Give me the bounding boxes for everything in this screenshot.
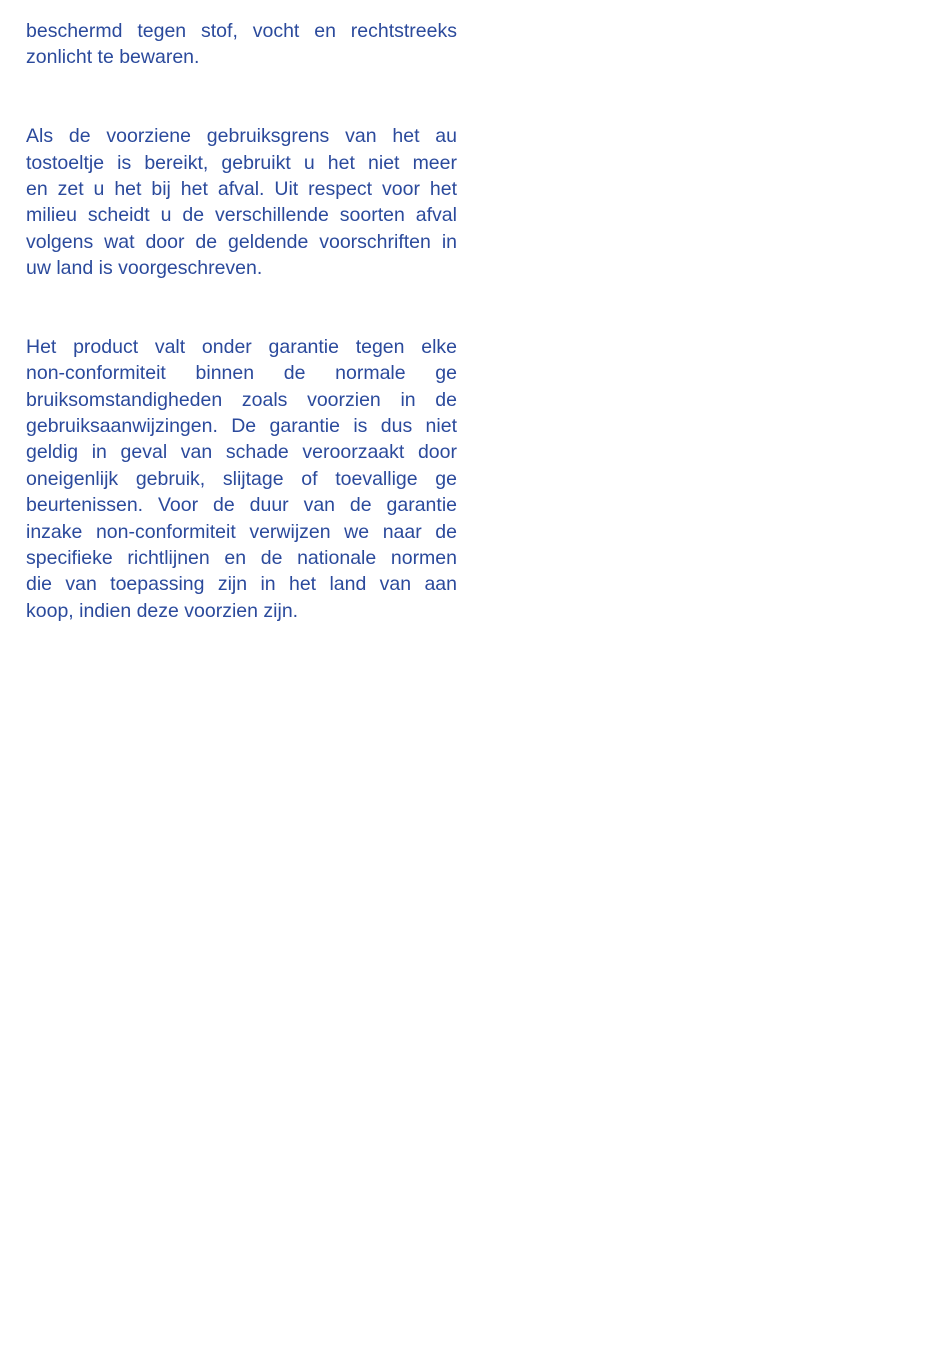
paragraph-line: beurtenissen. Voor de duur van de garantie [26, 494, 457, 517]
paragraph-line: milieu scheidt u de verschillende soorten afval [26, 204, 457, 227]
paragraph-line: zonlicht te bewaren. [26, 46, 200, 69]
text-column [26, 18, 457, 624]
paragraph-line: gebruiksaanwijzingen. De garantie is dus niet [26, 415, 457, 438]
paragraph-line: inzake non-conformiteit verwijzen we naar de [26, 520, 457, 543]
paragraph-warranty [26, 334, 457, 624]
paragraph-line: uw land is voorgeschreven. [26, 257, 263, 280]
paragraph-line: koop, indien deze voorzien zijn. [26, 599, 299, 622]
paragraph-line: bruiksomstandigheden zoals voorzien in de [26, 388, 457, 411]
paragraph-line: en zet u het bij het afval. Uit respect voor het [26, 177, 457, 200]
paragraph-line: beschermd tegen stof, vocht en rechtstreeks [26, 20, 457, 42]
paragraph-line: Als de voorziene gebruiksgrens van het au [26, 125, 457, 148]
paragraph-storage [26, 18, 457, 71]
paragraph-line: oneigenlijk gebruik, slijtage of toevallige ge [26, 467, 457, 490]
paragraph-line: non-conformiteit binnen de normale ge [26, 362, 457, 385]
paragraph-line: specifieke richtlijnen en de nationale normen [26, 547, 457, 570]
paragraph-line: tostoeltje is bereikt, gebruikt u het niet meer [26, 151, 457, 174]
paragraph-line: Het product valt onder garantie tegen elke [26, 335, 457, 358]
paragraph-disposal [26, 123, 457, 281]
paragraph-line: volgens wat door de geldende voorschriften in [26, 230, 457, 253]
paragraph-line: geldig in geval van schade veroorzaakt door [26, 441, 457, 464]
paragraph-line: die van toepassing zijn in het land van aan [26, 573, 457, 596]
